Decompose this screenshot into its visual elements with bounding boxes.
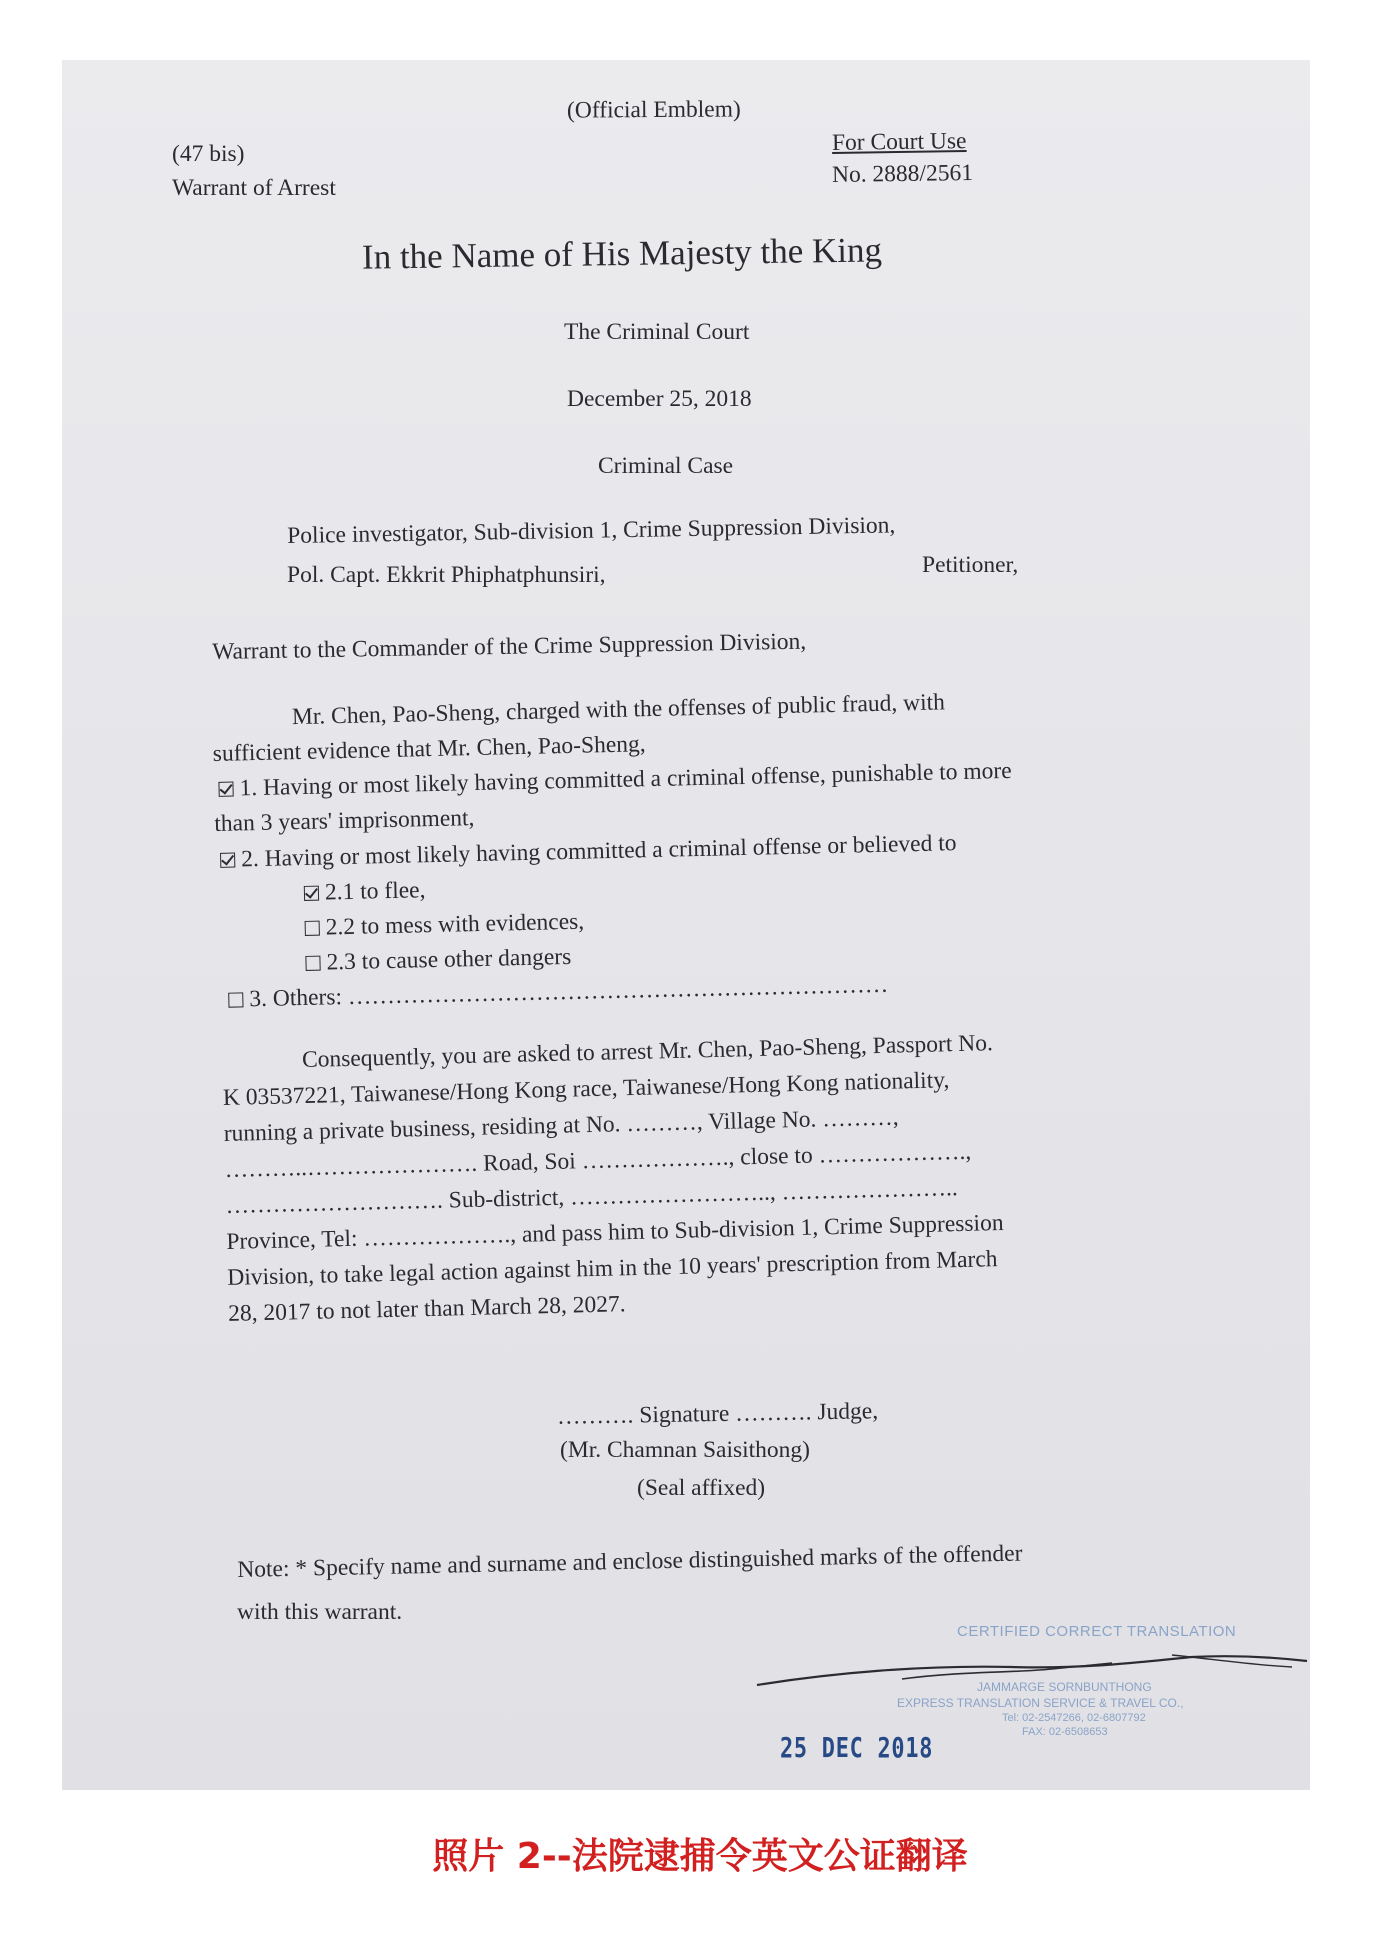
document-photo — [62, 60, 1310, 1790]
ground-1: 1. Having or most likely having committed a criminal offense, punishable to more — [218, 757, 1012, 804]
ground-2-3: 2.3 to cause other dangers — [305, 943, 571, 978]
translation-company: EXPRESS TRANSLATION SERVICE & TRAVEL CO., — [897, 1696, 1184, 1710]
warrant-document — [62, 60, 1310, 1790]
note-line-1: Note: * Specify name and surname and enclose distinguished marks of the offender — [237, 1540, 1023, 1583]
charge-line-1: Mr. Chen, Pao-Sheng, charged with the offenses of public fraud, with — [291, 689, 946, 731]
order-line-1: Consequently, you are asked to arrest Mr. Chen, Pao-Sheng, Passport No. — [301, 1030, 994, 1074]
translator-name: JAMMARGE SORNBUNTHONG — [977, 1680, 1152, 1694]
order-line-6: Province, Tel: ………………., and pass him to Sub-division 1, Crime Suppression — [226, 1209, 1004, 1255]
ground-3-checkbox — [228, 992, 243, 1007]
ground-2-1-checkbox — [304, 886, 319, 901]
document-date: December 25, 2018 — [567, 386, 752, 412]
case-type: Criminal Case — [598, 453, 734, 479]
ground-2-checkbox — [220, 853, 235, 868]
judge-name: (Mr. Chamnan Saisithong) — [560, 1437, 810, 1463]
date-stamp: 25 DEC 2018 — [780, 1731, 934, 1764]
ground-3-others: 3. Others: …………………………………………………………… — [228, 971, 889, 1015]
company-fax: FAX: 02-6508653 — [1022, 1726, 1108, 1738]
ground-1-continuation: than 3 years' imprisonment, — [214, 805, 475, 837]
ground-2-2: 2.2 to mess with evidences, — [304, 908, 584, 944]
order-line-3: running a private business, residing at No. ………, Village No. ………, — [223, 1104, 899, 1147]
signature-line: ………. Signature ………. Judge, — [556, 1398, 879, 1430]
warrant-addressee: Warrant to the Commander of the Crime Suppression Division, — [212, 628, 807, 665]
order-line-4: ………..…………………. Road, Soi ………………., close to ………………., — [224, 1138, 972, 1183]
ground-2-3-checkbox — [305, 956, 320, 971]
ground-1-checkbox — [218, 782, 233, 797]
order-line-2: K 03537221, Taiwanese/Hong Kong race, Taiwanese/Hong Kong nationality, — [222, 1067, 950, 1111]
official-emblem-text: (Official Emblem) — [566, 96, 741, 124]
ground-2-1: 2.1 to flee, — [304, 876, 426, 908]
note-line-2: with this warrant. — [237, 1599, 403, 1625]
order-line-8: 28, 2017 to not later than March 28, 2027. — [227, 1291, 626, 1327]
court-use-label: For Court Use — [831, 128, 967, 156]
form-number: (47 bis) — [172, 141, 245, 167]
seal-note: (Seal affixed) — [637, 1475, 766, 1501]
order-line-7: Division, to take legal action against him in the 10 years' prescription from March — [227, 1246, 998, 1291]
order-line-5: ………………………. Sub-district, …………………….., ………………….. — [225, 1175, 959, 1219]
document-title: In the Name of His Majesty the King — [361, 230, 883, 277]
ground-2: 2. Having or most likely having committed a criminal offense or believed to — [220, 829, 957, 875]
petitioner-line-1: Police investigator, Sub-division 1, Crime Suppression Division, — [287, 512, 896, 549]
form-title: Warrant of Arrest — [172, 175, 336, 201]
court-name: The Criminal Court — [564, 319, 750, 345]
photo-caption: 照片 2--法院逮捕令英文公证翻译 — [432, 1836, 968, 1877]
certification-label: CERTIFIED CORRECT TRANSLATION — [957, 1623, 1237, 1640]
case-number: No. 2888/2561 — [831, 160, 974, 188]
company-tel: Tel: 02-2547266, 02-6807792 — [1002, 1712, 1146, 1724]
ground-2-2-checkbox — [305, 921, 320, 936]
petitioner-role: Petitioner, — [922, 552, 1019, 578]
petitioner-name: Pol. Capt. Ekkrit Phiphatphunsiri, — [287, 562, 606, 588]
charge-line-2: sufficient evidence that Mr. Chen, Pao-Sheng, — [212, 731, 646, 767]
